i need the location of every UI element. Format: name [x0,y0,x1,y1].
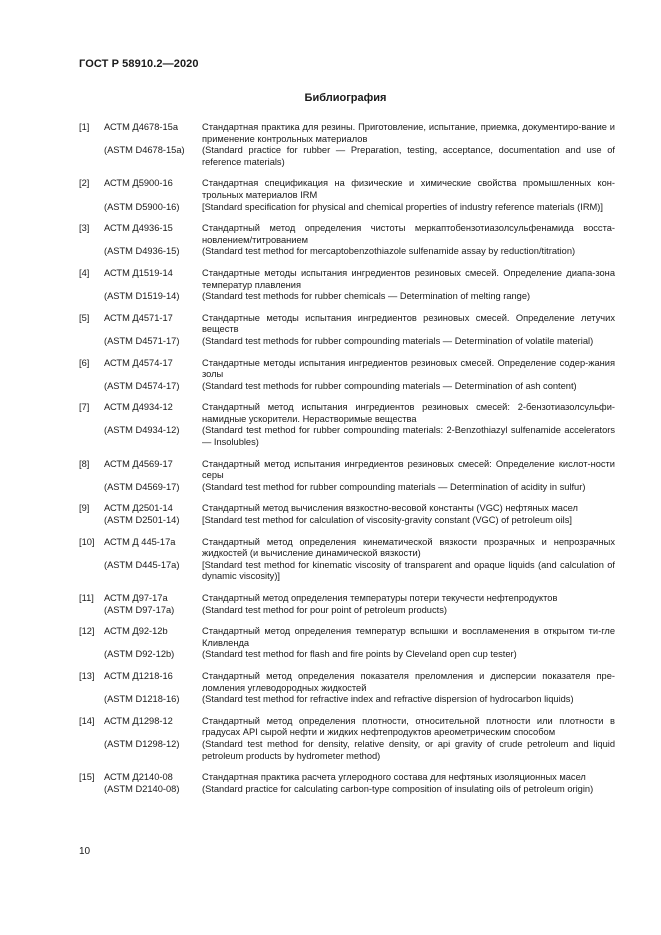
entry-en-text: (Standard test method for mercaptobenzothiazole sulfenamide assay by reduction/titration) [202,246,576,257]
entry-en-text: (Standard test method for refractive index and refractive dispersion of hydrocarbon liquids) [202,694,574,705]
bibliography-entry [79,402,615,448]
entry-ru-text: Стандартный метод определения кинематической вязкости прозрачных и непрозрачных жидкостей (и вычисление динамической вязкости) [202,536,615,559]
entry-number: [7] [79,402,90,413]
entry-english-row [79,336,615,348]
entry-en-text: (Standard test methods for rubber compounding materials — Determination of ash content) [202,380,577,391]
entry-english-row [79,145,615,168]
entry-ru-code: АСТМ Д97-17а [104,593,168,603]
entry-en-text: (Standard test method for pour point of petroleum products) [202,604,447,615]
entry-russian-row [79,671,615,694]
entry-en-text: (Standard test method for density, relative density, or api gravity of crude petroleum and liquid petroleum products by hydrometer method) [202,738,615,761]
entry-ru-text: Стандартные методы испытания ингредиентов резиновых смесей. Определение диапа-зона температур плавления [202,267,615,290]
bibliography-entry [79,593,615,616]
entry-english-row [79,515,615,527]
entry-ru-code: АСТМ Д4678-15а [104,122,178,132]
document-header: ГОСТ Р 58910.2—2020 [79,58,199,70]
entry-en-code: (ASTM D1519-14) [104,291,180,302]
entry-russian-row [79,537,615,560]
entry-ru-text: Стандартные методы испытания ингредиентов резиновых смесей. Определение летучих веществ [202,312,615,335]
bibliography-entry [79,178,615,213]
bibliography-entry [79,671,615,706]
entry-english-row [79,739,615,762]
entry-en-code: (ASTM D1298-12) [104,738,180,749]
entry-russian-row [79,459,615,482]
entry-en-code: (ASTM D445-17a) [104,559,180,570]
entry-russian-row [79,313,615,336]
entry-ru-text: Стандартный метод испытания ингредиентов резиновых смесей: Определение кислот-ности серы [202,458,615,481]
entry-english-row [79,560,615,583]
entry-ru-code: АСТМ Д2140-08 [104,772,173,783]
entry-number: [15] [79,772,95,783]
entry-ru-code: АСТМ Д4571-17 [104,312,173,323]
entry-russian-row [79,402,615,425]
entry-english-row [79,246,615,258]
entry-en-text: [Standard specification for physical and chemical properties of industry reference materials (IRM)] [202,201,603,212]
entry-en-code: (ASTM D2501-14) [104,515,180,526]
entry-russian-row [79,178,615,201]
entry-ru-text: Стандартный метод вычисления вязкостно-весовой константы (VGC) нефтяных масел [202,503,578,514]
entry-en-code: (ASTM D4678-15a) [104,145,185,156]
entry-english-row [79,202,615,214]
entry-en-text: (Standard test methods for rubber chemicals — Determination of melting range) [202,291,531,302]
entry-ru-code: АСТМ Д4574-17 [104,357,173,368]
entry-en-text: (Standard practice for rubber — Preparation, testing, acceptance, documentation and use of reference materials) [202,145,615,167]
page-number: 10 [79,846,91,857]
entry-en-code: (ASTM D4569-17) [104,481,180,492]
entry-ru-code: АСТМ Д5900-16 [104,178,173,189]
entry-english-row [79,605,615,617]
bibliography-entry [79,223,615,258]
entry-ru-text: Стандартный метод определения показателя преломления и дисперсии показателя пре-ломления углеводородных жидкостей [202,670,615,693]
entry-en-code: (ASTM D1218-16) [104,694,180,705]
entry-ru-code: АСТМ Д1298-12 [104,715,173,726]
entry-en-text: (Standard test methods for rubber compounding materials — Determination of volatile material) [202,335,594,346]
entry-en-code: (ASTM D97-17a) [104,604,175,615]
entry-ru-text: Стандартный метод определения температуры потери текучести нефтепродуктов [202,593,558,603]
bibliography-entry [79,459,615,494]
entry-english-row [79,784,615,796]
entry-en-text: [Standard test method for calculation of viscosity-gravity constant (VGC) of petroleum oils] [202,515,572,526]
entry-en-text: (Standard test method for rubber compounding materials — Determination of acidity in sulfur) [202,481,586,492]
entry-ru-text: Стандартная практика расчета углеродного состава для нефтяных изоляционных масел [202,772,586,783]
bibliography-entry [79,122,615,168]
entry-russian-row [79,268,615,291]
entry-russian-row [79,503,615,515]
entry-russian-row [79,122,615,145]
entry-number: [14] [79,715,95,726]
entry-ru-code: АСТМ Д4936-15 [104,223,173,234]
entry-english-row [79,381,615,393]
bibliography-entry [79,626,615,661]
entry-en-code: (ASTM D5900-16) [104,201,180,212]
bibliography-title: Библиография [304,92,387,104]
entry-russian-row [79,716,615,739]
entry-en-code: (ASTM D2140-08) [104,783,180,794]
entry-number: [8] [79,458,90,469]
entry-russian-row [79,223,615,246]
bibliography-entry [79,358,615,393]
entry-ru-text: Стандартный метод определения температур вспышки и воспламенения в открытом ти-гле Кливленда [202,626,615,648]
entry-english-row [79,425,615,448]
entry-ru-code: АСТМ Д4569-17 [104,458,173,469]
entry-en-code: (ASTM D4574-17) [104,380,180,391]
entry-en-code: (ASTM D4571-17) [104,335,180,346]
bibliography-list [79,122,615,805]
bibliography-entry [79,537,615,583]
entry-english-row [79,291,615,303]
entry-ru-text: Стандартный метод испытания ингредиентов резиновых смесей: 2-бензотиазолсульфи-намидные ускорители. Нерастворимые вещества [202,402,615,424]
entry-ru-code: АСТМ Д92-12b [104,626,168,637]
entry-en-code: (ASTM D4934-12) [104,425,180,436]
entry-en-code: (ASTM D4936-15) [104,246,180,257]
bibliography-entry [79,503,615,526]
entry-number: [12] [79,626,95,637]
entry-ru-code: АСТМ Д1519-14 [104,267,173,278]
entry-ru-code: АСТМ Д 445-17а [104,536,176,547]
entry-en-text: (Standard test method for flash and fire points by Cleveland open cup tester) [202,649,517,660]
entry-ru-code: АСТМ Д2501-14 [104,503,173,514]
entry-english-row [79,482,615,494]
entry-russian-row [79,626,615,649]
entry-number: [5] [79,312,90,323]
entry-number: [9] [79,503,90,514]
entry-russian-row [79,358,615,381]
entry-en-code: (ASTM D92-12b) [104,649,175,660]
entry-number: [4] [79,267,90,278]
entry-number: [11] [79,593,94,603]
entry-russian-row [79,593,615,605]
entry-russian-row [79,772,615,784]
entry-number: [2] [79,178,90,189]
entry-ru-text: Стандартная практика для резины. Приготовление, испытание, приемка, документиро-вание и применение контрольных материалов [202,122,615,144]
bibliography-entry [79,313,615,348]
entry-ru-text: Стандартный метод определения чистоты меркаптобензотиазолсульфенамида восста-новлением/титрованием [202,223,615,245]
entry-ru-text: Стандартный метод определения плотности, относительной плотности или плотности в градусах API сырой нефти и жидких нефтепродуктов ареометрическим способом [202,715,615,738]
entry-ru-text: Стандартные методы испытания ингредиентов резиновых смесей. Определение содер-жания золы [202,357,615,380]
entry-ru-code: АСТМ Д1218-16 [104,670,173,681]
entry-number: [1] [79,122,90,132]
entry-ru-code: АСТМ Д4934-12 [104,402,173,413]
bibliography-entry [79,268,615,303]
entry-ru-text: Стандартная спецификация на физические и химические свойства промышленных кон-трольных материалов IRM [202,178,615,200]
entry-number: [3] [79,223,90,234]
entry-en-text: (Standard test method for rubber compounding materials: 2-Benzothiazyl sulfenamide accelerators — Insolubles) [202,425,615,448]
entry-number: [6] [79,357,90,368]
entry-number: [10] [79,536,95,547]
entry-number: [13] [79,670,95,681]
entry-english-row [79,649,615,661]
entry-en-text: [Standard test method for kinematic viscosity of transparent and opaque liquids (and calculation of dynamic viscosity)] [202,559,615,582]
entry-en-text: (Standard practice for calculating carbon-type composition of insulating oils of petroleum origin) [202,783,594,794]
bibliography-entry [79,772,615,795]
entry-english-row [79,694,615,706]
bibliography-entry [79,716,615,762]
